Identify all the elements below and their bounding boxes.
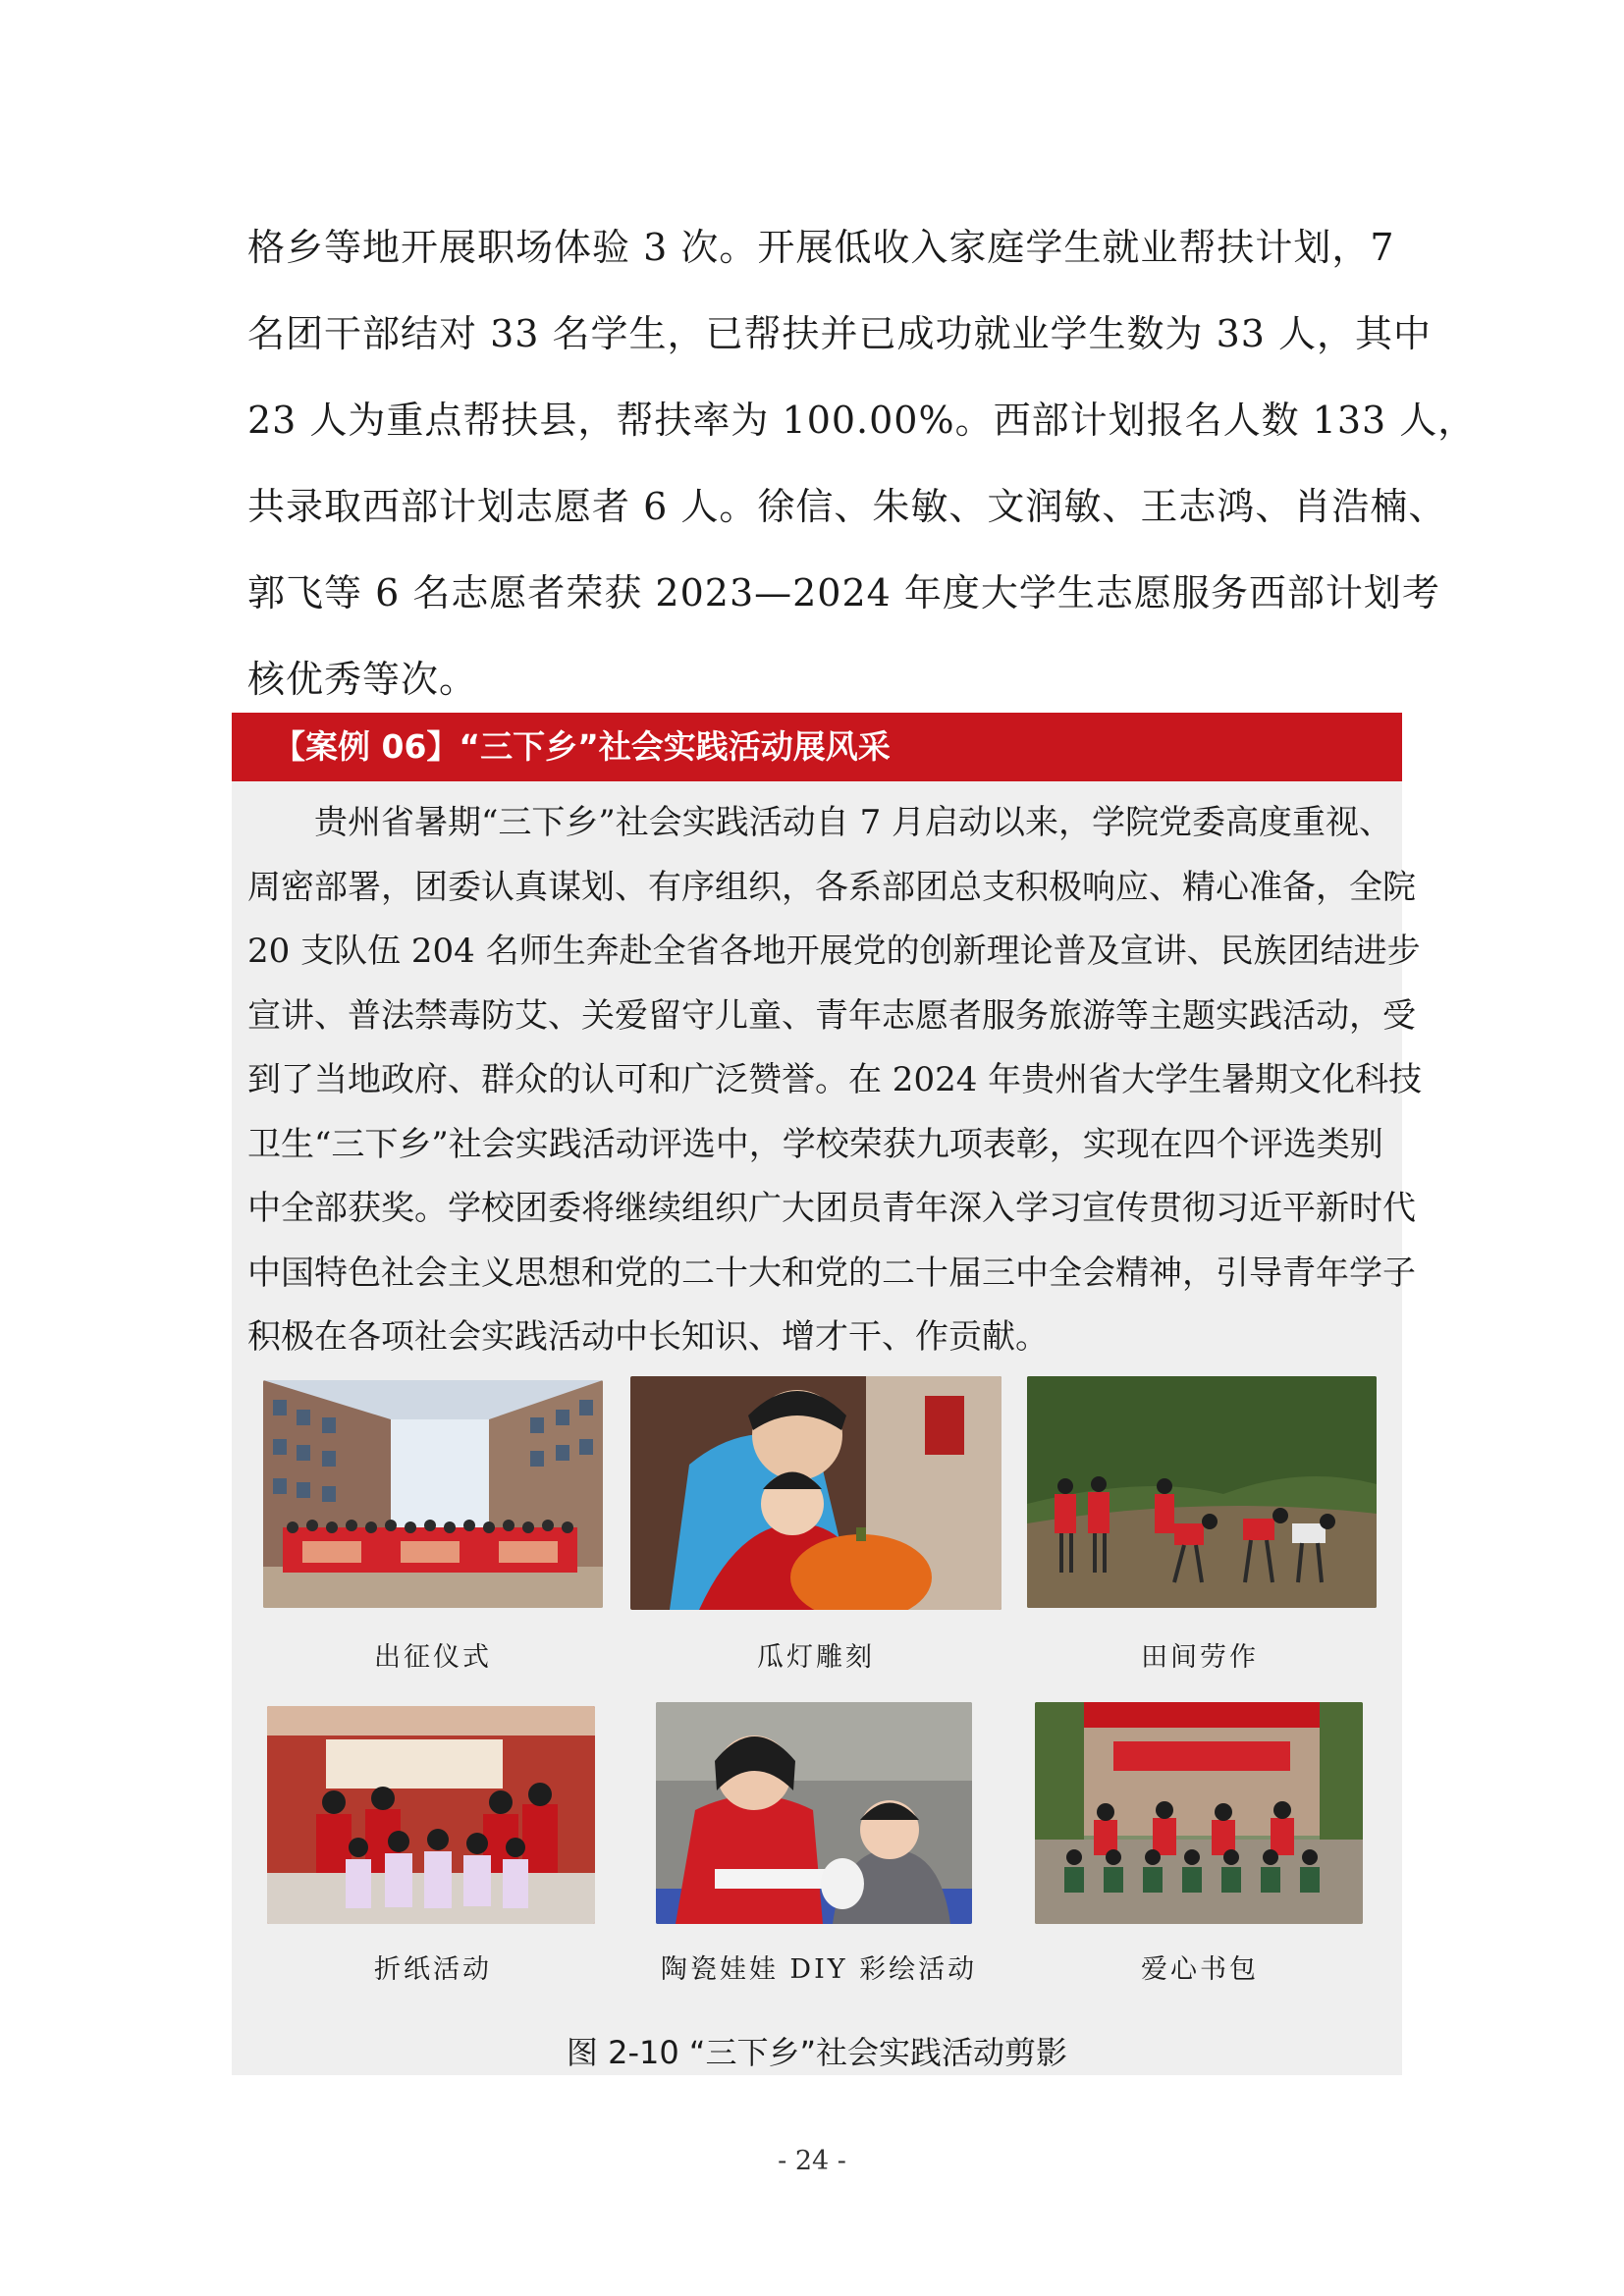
case-line: 积极在各项社会实践活动中长知识、增才干、作贡献。	[247, 1317, 1049, 1357]
case-line: 到了当地政府、群众的认可和广泛赞誉。在 2024 年贵州省大学生暑期文化科技	[247, 1060, 1423, 1099]
case-line: 卫生“三下乡”社会实践活动评选中，学校荣获九项表彰，实现在四个评选类别	[247, 1124, 1383, 1164]
case-title: 【案例 06】“三下乡”社会实践活动展风采	[232, 713, 1402, 781]
photo-field-work	[1027, 1376, 1377, 1608]
case-line: 贵州省暑期“三下乡”社会实践活动自 7 月启动以来，学院党委高度重视、	[314, 803, 1393, 842]
photo-caption: 田间劳作	[1141, 1642, 1259, 1673]
case-line: 中全部获奖。学校团委将继续组织广大团员青年深入学习宣传贯彻习近平新时代	[247, 1189, 1416, 1228]
photo-departure-ceremony	[263, 1380, 603, 1608]
intro-paragraph	[247, 204, 1477, 722]
case-box	[232, 713, 1423, 2075]
photo-caption: 出征仪式	[374, 1642, 492, 1673]
intro-line: 郭飞等 6 名志愿者荣获 2023—2024 年度大学生志愿服务西部计划考	[247, 571, 1440, 614]
case-line: 中国特色社会主义思想和党的二十大和党的二十届三中全会精神，引导青年学子	[247, 1253, 1416, 1293]
intro-line: 共录取西部计划志愿者 6 人。徐信、朱敏、文润敏、王志鸿、肖浩楠、	[247, 485, 1447, 528]
case-line: 宣讲、普法禁毒防艾、关爱留守儿童、青年志愿者服务旅游等主题实践活动，受	[247, 995, 1416, 1036]
intro-line: 格乡等地开展职场体验 3 次。开展低收入家庭学生就业帮扶计划，7	[247, 226, 1395, 269]
case-line: 周密部署，团委认真谋划、有序组织，各系部团总支积极响应、精心准备，全院	[247, 867, 1416, 907]
photo-origami-activity	[267, 1706, 595, 1924]
photo-caption: 瓜灯雕刻	[757, 1642, 875, 1673]
photo-pumpkin-carving	[630, 1376, 1001, 1610]
photo-caption: 折纸活动	[374, 1954, 492, 1985]
intro-line: 名团干部结对 33 名学生，已帮扶并已成功就业学生数为 33 人，其中	[247, 312, 1433, 355]
photo-caption: 陶瓷娃娃 DIY 彩绘活动	[660, 1954, 978, 1985]
page-number: - 24 -	[778, 2146, 846, 2176]
intro-line: 23 人为重点帮扶县，帮扶率为 100.00%。西部计划报名人数 133 人，	[247, 399, 1477, 442]
case-line: 20 支队伍 204 名师生奔赴全省各地开展党的创新理论普及宣讲、民族团结进步	[247, 932, 1421, 971]
case-body	[247, 791, 1423, 1370]
figure-caption: 图 2-10 “三下乡”社会实践活动剪影	[566, 2034, 1068, 2071]
photo-charity-schoolbag	[1035, 1702, 1363, 1924]
intro-line: 核优秀等次。	[247, 658, 478, 701]
photo-caption: 爱心书包	[1141, 1954, 1259, 1985]
photo-ceramic-doll-painting	[656, 1702, 972, 1924]
